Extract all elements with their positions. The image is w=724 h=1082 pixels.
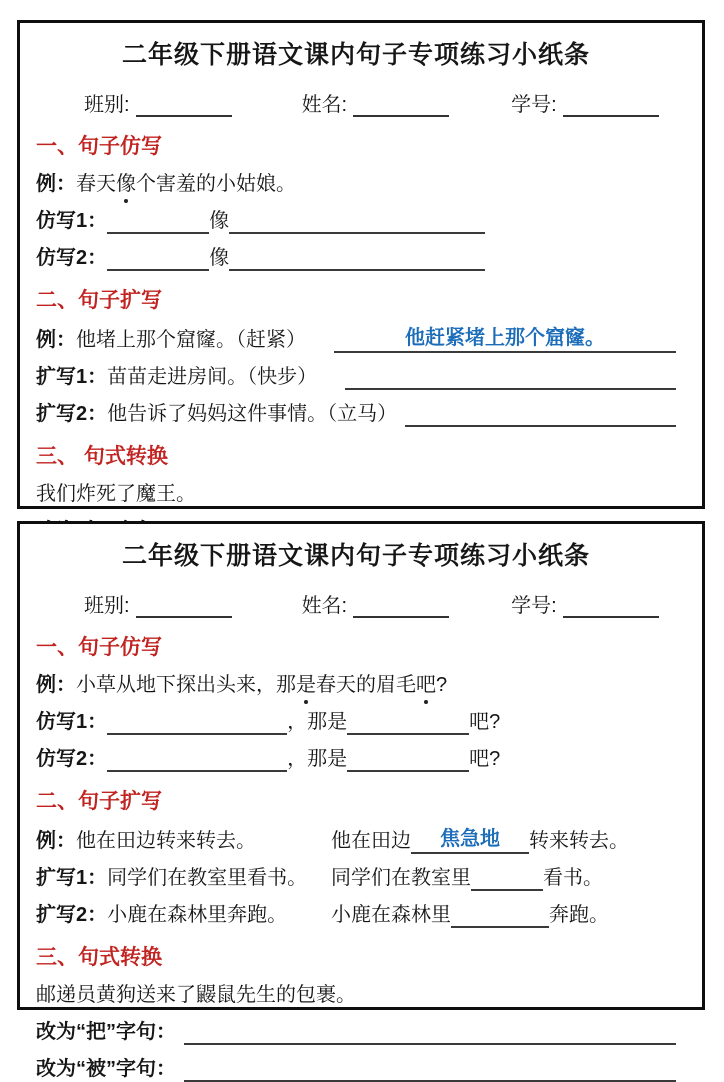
student-no-field-label: 学号: bbox=[511, 595, 557, 617]
blank-underline bbox=[107, 749, 287, 772]
blank-underline bbox=[471, 868, 543, 891]
expansion-1-label: 扩写1： bbox=[36, 366, 108, 388]
section1-example-row bbox=[36, 673, 676, 698]
blank-underline bbox=[451, 905, 549, 928]
name-field bbox=[302, 589, 450, 618]
example-right-post-text: 转来转去。 bbox=[529, 830, 629, 852]
example-text-mid: 春天的眉毛 bbox=[316, 674, 416, 696]
student-no-field-label: 学号: bbox=[511, 94, 557, 116]
imitation-2-mid-text: 像 bbox=[209, 247, 230, 269]
class-field-blank bbox=[136, 95, 232, 117]
blank-underline bbox=[184, 1059, 676, 1082]
section1-heading: 一、句子仿写 bbox=[36, 135, 162, 158]
answer-blank-underline bbox=[334, 326, 676, 353]
slip-title: 二年级下册语文课内句子专项练习小纸条 bbox=[121, 41, 590, 69]
blank-underline bbox=[107, 211, 209, 234]
source-sentence: 邮递员黄狗送来了鼹鼠先生的包裹。 bbox=[36, 984, 356, 1006]
example-text-emphasized: 是 bbox=[296, 674, 316, 696]
example-label: 例： bbox=[36, 329, 76, 351]
blank-underline bbox=[405, 404, 676, 427]
example-text-pre: 小草从地下探出头来，那 bbox=[76, 674, 296, 696]
expansion-line-2 bbox=[36, 903, 676, 928]
expansion-line-2 bbox=[36, 402, 676, 427]
section2-example-row bbox=[36, 827, 676, 854]
student-no-field-blank bbox=[563, 95, 659, 117]
example-left-part bbox=[36, 829, 331, 854]
student-no-field bbox=[511, 88, 659, 117]
expansion-line-1 bbox=[36, 365, 676, 390]
class-field bbox=[84, 88, 232, 117]
example-left-text: 他在田边转来转去。 bbox=[76, 830, 256, 852]
expansion-1-text: 苗苗走进房间。（快步） bbox=[107, 366, 318, 388]
example-text: 他堵上那个窟窿。（赶紧） bbox=[76, 329, 306, 351]
header-fields-row bbox=[36, 589, 676, 618]
expansion-2-label: 扩写2： bbox=[36, 403, 108, 425]
expansion-1-right-post-text: 看书。 bbox=[543, 867, 603, 889]
example-label: 例： bbox=[36, 674, 76, 696]
expansion-1-label: 扩写1： bbox=[36, 867, 108, 889]
blank-underline bbox=[107, 712, 287, 735]
name-field-blank bbox=[353, 95, 449, 117]
class-field bbox=[84, 589, 232, 618]
name-field-blank bbox=[353, 596, 449, 618]
section1-heading: 一、句子仿写 bbox=[36, 636, 162, 659]
imitation-line-1 bbox=[36, 710, 676, 735]
section2-heading: 二、句子扩写 bbox=[36, 289, 162, 312]
header-fields-row bbox=[36, 88, 676, 117]
expansion-1-right-pre-text: 同学们在教室里 bbox=[331, 867, 471, 889]
bei-sentence-label: 改为“被”字句： bbox=[36, 1058, 176, 1080]
section3-sentence bbox=[36, 482, 676, 507]
imitation-line-2 bbox=[36, 246, 676, 271]
section3-heading: 三、句式转换 bbox=[36, 946, 162, 969]
student-no-field bbox=[511, 589, 659, 618]
example-text-post: 个害羞的小姑娘。 bbox=[136, 173, 296, 195]
expansion-2-left-part bbox=[36, 903, 331, 928]
example-label: 例： bbox=[36, 173, 76, 195]
imitation-line-1 bbox=[36, 209, 676, 234]
imitation-1-mid-text: ，那是 bbox=[287, 711, 348, 733]
blank-underline bbox=[345, 367, 676, 390]
imitation-2-mid-text: ，那是 bbox=[287, 748, 348, 770]
example-right-pre-text: 他在田边 bbox=[331, 830, 411, 852]
slip-title: 二年级下册语文课内句子专项练习小纸条 bbox=[121, 542, 590, 570]
blank-underline bbox=[229, 211, 485, 234]
blank-underline bbox=[347, 749, 469, 772]
name-field bbox=[302, 88, 450, 117]
student-no-field-blank bbox=[563, 596, 659, 618]
section2-example-row bbox=[36, 326, 676, 353]
expansion-line-1 bbox=[36, 866, 676, 891]
class-field-blank bbox=[136, 596, 232, 618]
class-field-label: 班别: bbox=[84, 595, 130, 617]
class-field-label: 班别: bbox=[84, 94, 130, 116]
section3-heading: 三、 句式转换 bbox=[36, 445, 168, 468]
imitation-line-2 bbox=[36, 747, 676, 772]
example-answer-text: 焦急地 bbox=[440, 828, 500, 850]
source-sentence: 我们炸死了魔王。 bbox=[36, 483, 196, 505]
blank-underline bbox=[107, 248, 209, 271]
practice-slip-1 bbox=[17, 20, 705, 509]
section2-heading: 二、句子扩写 bbox=[36, 790, 162, 813]
example-text-emphasized: 像 bbox=[116, 173, 136, 195]
expansion-1-left-part bbox=[36, 866, 331, 891]
imitation-1-mid-text: 像 bbox=[209, 210, 230, 232]
example-label: 例： bbox=[36, 830, 76, 852]
imitation-2-label: 仿写2： bbox=[36, 748, 108, 770]
expansion-1-left-text: 同学们在教室里看书。 bbox=[107, 867, 308, 889]
ba-sentence-label: 改为“把”字句： bbox=[36, 1021, 176, 1043]
imitation-2-label: 仿写2： bbox=[36, 247, 108, 269]
example-answer-text: 他赶紧堵上那个窟窿。 bbox=[405, 327, 605, 349]
expansion-2-left-text: 小鹿在森林里奔跑。 bbox=[107, 904, 288, 926]
answer-blank-underline bbox=[411, 827, 529, 854]
section3-sentence bbox=[36, 983, 676, 1008]
blank-underline bbox=[229, 248, 485, 271]
blank-underline bbox=[347, 712, 469, 735]
expansion-2-text: 他告诉了妈妈这件事情。（立马） bbox=[107, 403, 398, 425]
example-text-pre: 春天 bbox=[76, 173, 116, 195]
name-field-label: 姓名: bbox=[301, 595, 348, 617]
practice-slip-2 bbox=[17, 521, 705, 1080]
blank-underline bbox=[184, 1022, 676, 1045]
expansion-2-right-pre-text: 小鹿在森林里 bbox=[331, 904, 451, 926]
bei-sentence-line bbox=[36, 1057, 676, 1082]
name-field-label: 姓名: bbox=[301, 94, 348, 116]
expansion-2-label: 扩写2： bbox=[36, 904, 108, 926]
expansion-2-right-post-text: 奔跑。 bbox=[549, 904, 609, 926]
example-text-post: ? bbox=[436, 674, 448, 696]
imitation-1-end-text: 吧? bbox=[469, 711, 501, 733]
example-text-emphasized: 吧 bbox=[416, 674, 436, 696]
imitation-2-end-text: 吧? bbox=[469, 748, 501, 770]
imitation-1-label: 仿写1： bbox=[36, 711, 108, 733]
imitation-1-label: 仿写1： bbox=[36, 210, 108, 232]
section1-example-row bbox=[36, 172, 676, 197]
